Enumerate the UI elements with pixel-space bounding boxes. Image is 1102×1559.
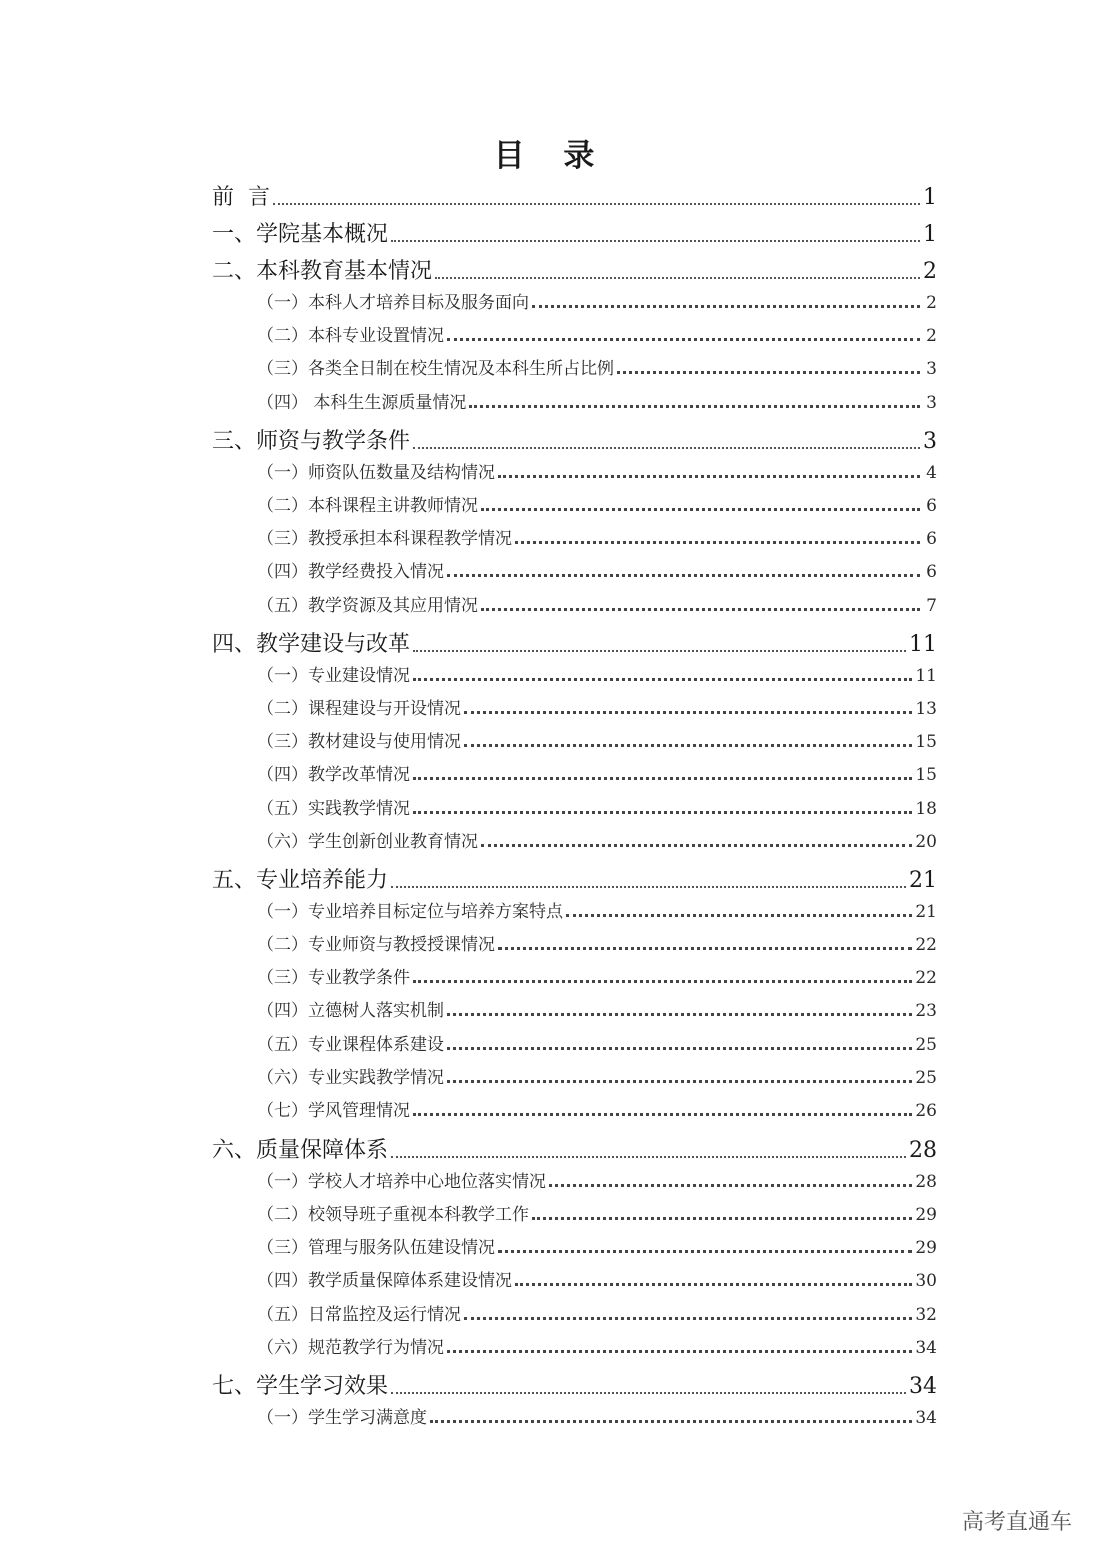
- toc-section-entry[interactable]: [257, 694, 937, 719]
- toc-entry-label: （四）教学经费投入情况: [257, 562, 444, 582]
- dot-leader: [498, 947, 912, 950]
- toc-entry-label: （一）专业培养目标定位与培养方案特点: [257, 902, 563, 922]
- toc-entry-label: （六）学生创新创业教育情况: [257, 832, 478, 852]
- toc-page-number: 3: [926, 359, 937, 379]
- toc-page-number: 4: [926, 463, 937, 483]
- toc-chapter-entry[interactable]: [212, 627, 937, 658]
- toc-page-number: 22: [915, 968, 937, 988]
- toc-page-number: 20: [915, 832, 937, 852]
- dot-leader: [273, 203, 920, 205]
- toc-page-number: 32: [915, 1305, 937, 1325]
- dot-leader: [413, 811, 912, 814]
- toc-page-number: 29: [915, 1238, 937, 1258]
- toc-entry-label: 四、教学建设与改革: [212, 632, 411, 657]
- dot-leader: [617, 371, 920, 374]
- toc-section-entry[interactable]: [257, 354, 937, 379]
- dot-leader: [566, 914, 912, 917]
- dot-leader: [515, 1283, 912, 1286]
- dot-leader: [413, 447, 920, 449]
- toc-section-entry[interactable]: [257, 661, 937, 686]
- toc-entry-label: （一）本科人才培养目标及服务面向: [257, 293, 529, 313]
- toc-entry-label: （三）管理与服务队伍建设情况: [257, 1238, 495, 1258]
- dot-leader: [413, 1113, 912, 1116]
- toc-entry-label: （二）专业师资与教授授课情况: [257, 935, 495, 955]
- toc-page-number: 15: [915, 732, 937, 752]
- dot-leader: [498, 1250, 912, 1253]
- dot-leader: [481, 508, 920, 511]
- dot-leader: [391, 886, 906, 888]
- toc-page-number: 30: [915, 1271, 937, 1291]
- toc-section-entry[interactable]: [257, 1167, 937, 1192]
- dot-leader: [447, 1350, 912, 1353]
- toc-page-number: 11: [909, 632, 937, 657]
- toc-page-number: 34: [909, 1374, 937, 1399]
- dot-leader: [464, 711, 912, 714]
- toc-section-entry[interactable]: [257, 996, 937, 1021]
- toc-entry-label: （二）课程建设与开设情况: [257, 699, 461, 719]
- dot-leader: [481, 608, 920, 611]
- dot-leader: [447, 1013, 912, 1016]
- toc-page-number: 2: [923, 259, 937, 284]
- toc-page-number: 21: [909, 868, 937, 893]
- toc-section-entry[interactable]: [257, 1333, 937, 1358]
- dot-leader: [413, 650, 906, 652]
- toc-page-number: 25: [915, 1035, 937, 1055]
- dot-leader: [413, 678, 912, 681]
- toc-entry-label: （三）各类全日制在校生情况及本科生所占比例: [257, 359, 614, 379]
- toc-entry-label: （二）校领导班子重视本科教学工作: [257, 1205, 529, 1225]
- toc-entry-label: （一）师资队伍数量及结构情况: [257, 463, 495, 483]
- toc-page-number: 28: [909, 1138, 937, 1163]
- toc-page-number: 6: [926, 496, 937, 516]
- toc-section-entry[interactable]: [257, 1030, 937, 1055]
- toc-section-entry[interactable]: [257, 827, 937, 852]
- toc-entry-label: （四）教学改革情况: [257, 765, 410, 785]
- toc-entry-label: 六、质量保障体系: [212, 1138, 389, 1163]
- dot-leader: [532, 305, 920, 308]
- toc-section-entry[interactable]: [257, 897, 937, 922]
- toc-chapter-entry[interactable]: [212, 1369, 937, 1400]
- toc-page-number: 13: [915, 699, 937, 719]
- toc-entry-label: （二）本科课程主讲教师情况: [257, 496, 478, 516]
- toc-chapter-entry[interactable]: [212, 180, 937, 211]
- toc-section-entry[interactable]: [257, 727, 937, 752]
- toc-page-number: 34: [915, 1338, 937, 1358]
- page-title: 目 录: [493, 138, 609, 174]
- toc-page-number: 11: [915, 666, 937, 686]
- toc-section-entry[interactable]: [257, 1096, 937, 1121]
- dot-leader: [515, 541, 920, 544]
- toc-section-entry[interactable]: [257, 591, 937, 616]
- toc-page-number: 3: [926, 393, 937, 413]
- toc-entry-label: （四）立德树人落实机制: [257, 1001, 444, 1021]
- dot-leader: [464, 744, 912, 747]
- toc-entry-label: （五）实践教学情况: [257, 799, 410, 819]
- toc-entry-label: （五）专业课程体系建设: [257, 1035, 444, 1055]
- toc-page-number: 26: [915, 1101, 937, 1121]
- toc-entry-label: （七）学风管理情况: [257, 1101, 410, 1121]
- watermark: 高考直通车: [961, 1510, 1072, 1535]
- toc-section-entry[interactable]: [257, 1266, 937, 1291]
- toc-entry-label: （三）教材建设与使用情况: [257, 732, 461, 752]
- toc-section-entry[interactable]: [257, 1200, 937, 1225]
- toc-page-number: 34: [915, 1408, 937, 1428]
- dot-leader: [447, 338, 920, 341]
- dot-leader: [464, 1317, 912, 1320]
- toc-page-number: 2: [926, 293, 937, 313]
- dot-leader: [435, 277, 920, 279]
- toc-section-entry[interactable]: [257, 321, 937, 346]
- toc-section-entry[interactable]: [257, 794, 937, 819]
- toc-section-entry[interactable]: [257, 524, 937, 549]
- dot-leader: [549, 1184, 912, 1187]
- toc-page-number: 25: [915, 1068, 937, 1088]
- toc-entry-label: （五）日常监控及运行情况: [257, 1305, 461, 1325]
- toc-entry-label: 七、学生学习效果: [212, 1374, 389, 1399]
- toc-page-number: 28: [915, 1172, 937, 1192]
- toc-entry-label: （四）教学质量保障体系建设情况: [257, 1271, 512, 1291]
- toc-page-number: 18: [915, 799, 937, 819]
- toc-section-entry[interactable]: [257, 760, 937, 785]
- toc-section-entry[interactable]: [257, 288, 937, 313]
- toc-page-number: 29: [915, 1205, 937, 1225]
- toc-page-number: 6: [926, 562, 937, 582]
- dot-leader: [391, 1392, 906, 1394]
- toc-section-entry[interactable]: [257, 1063, 937, 1088]
- toc-entry-label: （二）本科专业设置情况: [257, 326, 444, 346]
- toc-page-number: 23: [915, 1001, 937, 1021]
- toc-chapter-entry[interactable]: [212, 424, 937, 455]
- toc-section-entry[interactable]: [257, 1403, 937, 1428]
- toc-chapter-entry[interactable]: [212, 254, 937, 285]
- toc-entry-label: （一）学生学习满意度: [257, 1408, 427, 1428]
- toc-page-number: 3: [923, 429, 937, 454]
- dot-leader: [391, 1156, 906, 1158]
- toc-entry-label: 二、本科教育基本情况: [212, 259, 433, 284]
- toc-entry-label: 三、师资与教学条件: [212, 429, 411, 454]
- toc-section-entry[interactable]: [257, 930, 937, 955]
- toc-entry-label: 前 言: [212, 185, 270, 210]
- toc-section-entry[interactable]: [257, 388, 937, 413]
- toc-entry-label: （三）教授承担本科课程教学情况: [257, 529, 512, 549]
- toc-entry-label: （一）学校人才培养中心地位落实情况: [257, 1172, 546, 1192]
- toc-chapter-entry[interactable]: [212, 217, 937, 248]
- toc-section-entry[interactable]: [257, 491, 937, 516]
- toc-entry-label: （四） 本科生生源质量情况: [257, 393, 467, 413]
- toc-page-number: 21: [915, 902, 937, 922]
- toc-page-number: 6: [926, 529, 937, 549]
- toc-page-number: 1: [923, 185, 937, 210]
- dot-leader: [469, 405, 920, 408]
- toc-section-entry[interactable]: [257, 1300, 937, 1325]
- toc-entry-label: （六）专业实践教学情况: [257, 1068, 444, 1088]
- toc-section-entry[interactable]: [257, 963, 937, 988]
- dot-leader: [447, 1047, 912, 1050]
- dot-leader: [447, 1080, 912, 1083]
- dot-leader: [481, 844, 912, 847]
- toc-page-number: 1: [923, 222, 937, 247]
- dot-leader: [498, 475, 920, 478]
- toc-section-entry[interactable]: [257, 557, 937, 582]
- toc-page-number: 7: [926, 596, 937, 616]
- toc-entry-label: （五）教学资源及其应用情况: [257, 596, 478, 616]
- toc-section-entry[interactable]: [257, 458, 937, 483]
- toc-entry-label: （六）规范教学行为情况: [257, 1338, 444, 1358]
- toc-chapter-entry[interactable]: [212, 863, 937, 894]
- dot-leader: [430, 1420, 912, 1423]
- dot-leader: [413, 980, 912, 983]
- toc-entry-label: （三）专业教学条件: [257, 968, 410, 988]
- toc-chapter-entry[interactable]: [212, 1133, 937, 1164]
- toc-section-entry[interactable]: [257, 1233, 937, 1258]
- toc-page-number: 2: [926, 326, 937, 346]
- dot-leader: [391, 240, 920, 242]
- toc-page-number: 22: [915, 935, 937, 955]
- toc-entry-label: 一、学院基本概况: [212, 222, 389, 247]
- dot-leader: [447, 574, 920, 577]
- toc-entry-label: （一）专业建设情况: [257, 666, 410, 686]
- dot-leader: [532, 1217, 912, 1220]
- dot-leader: [413, 777, 912, 780]
- toc-entry-label: 五、专业培养能力: [212, 868, 389, 893]
- toc-page-number: 15: [915, 765, 937, 785]
